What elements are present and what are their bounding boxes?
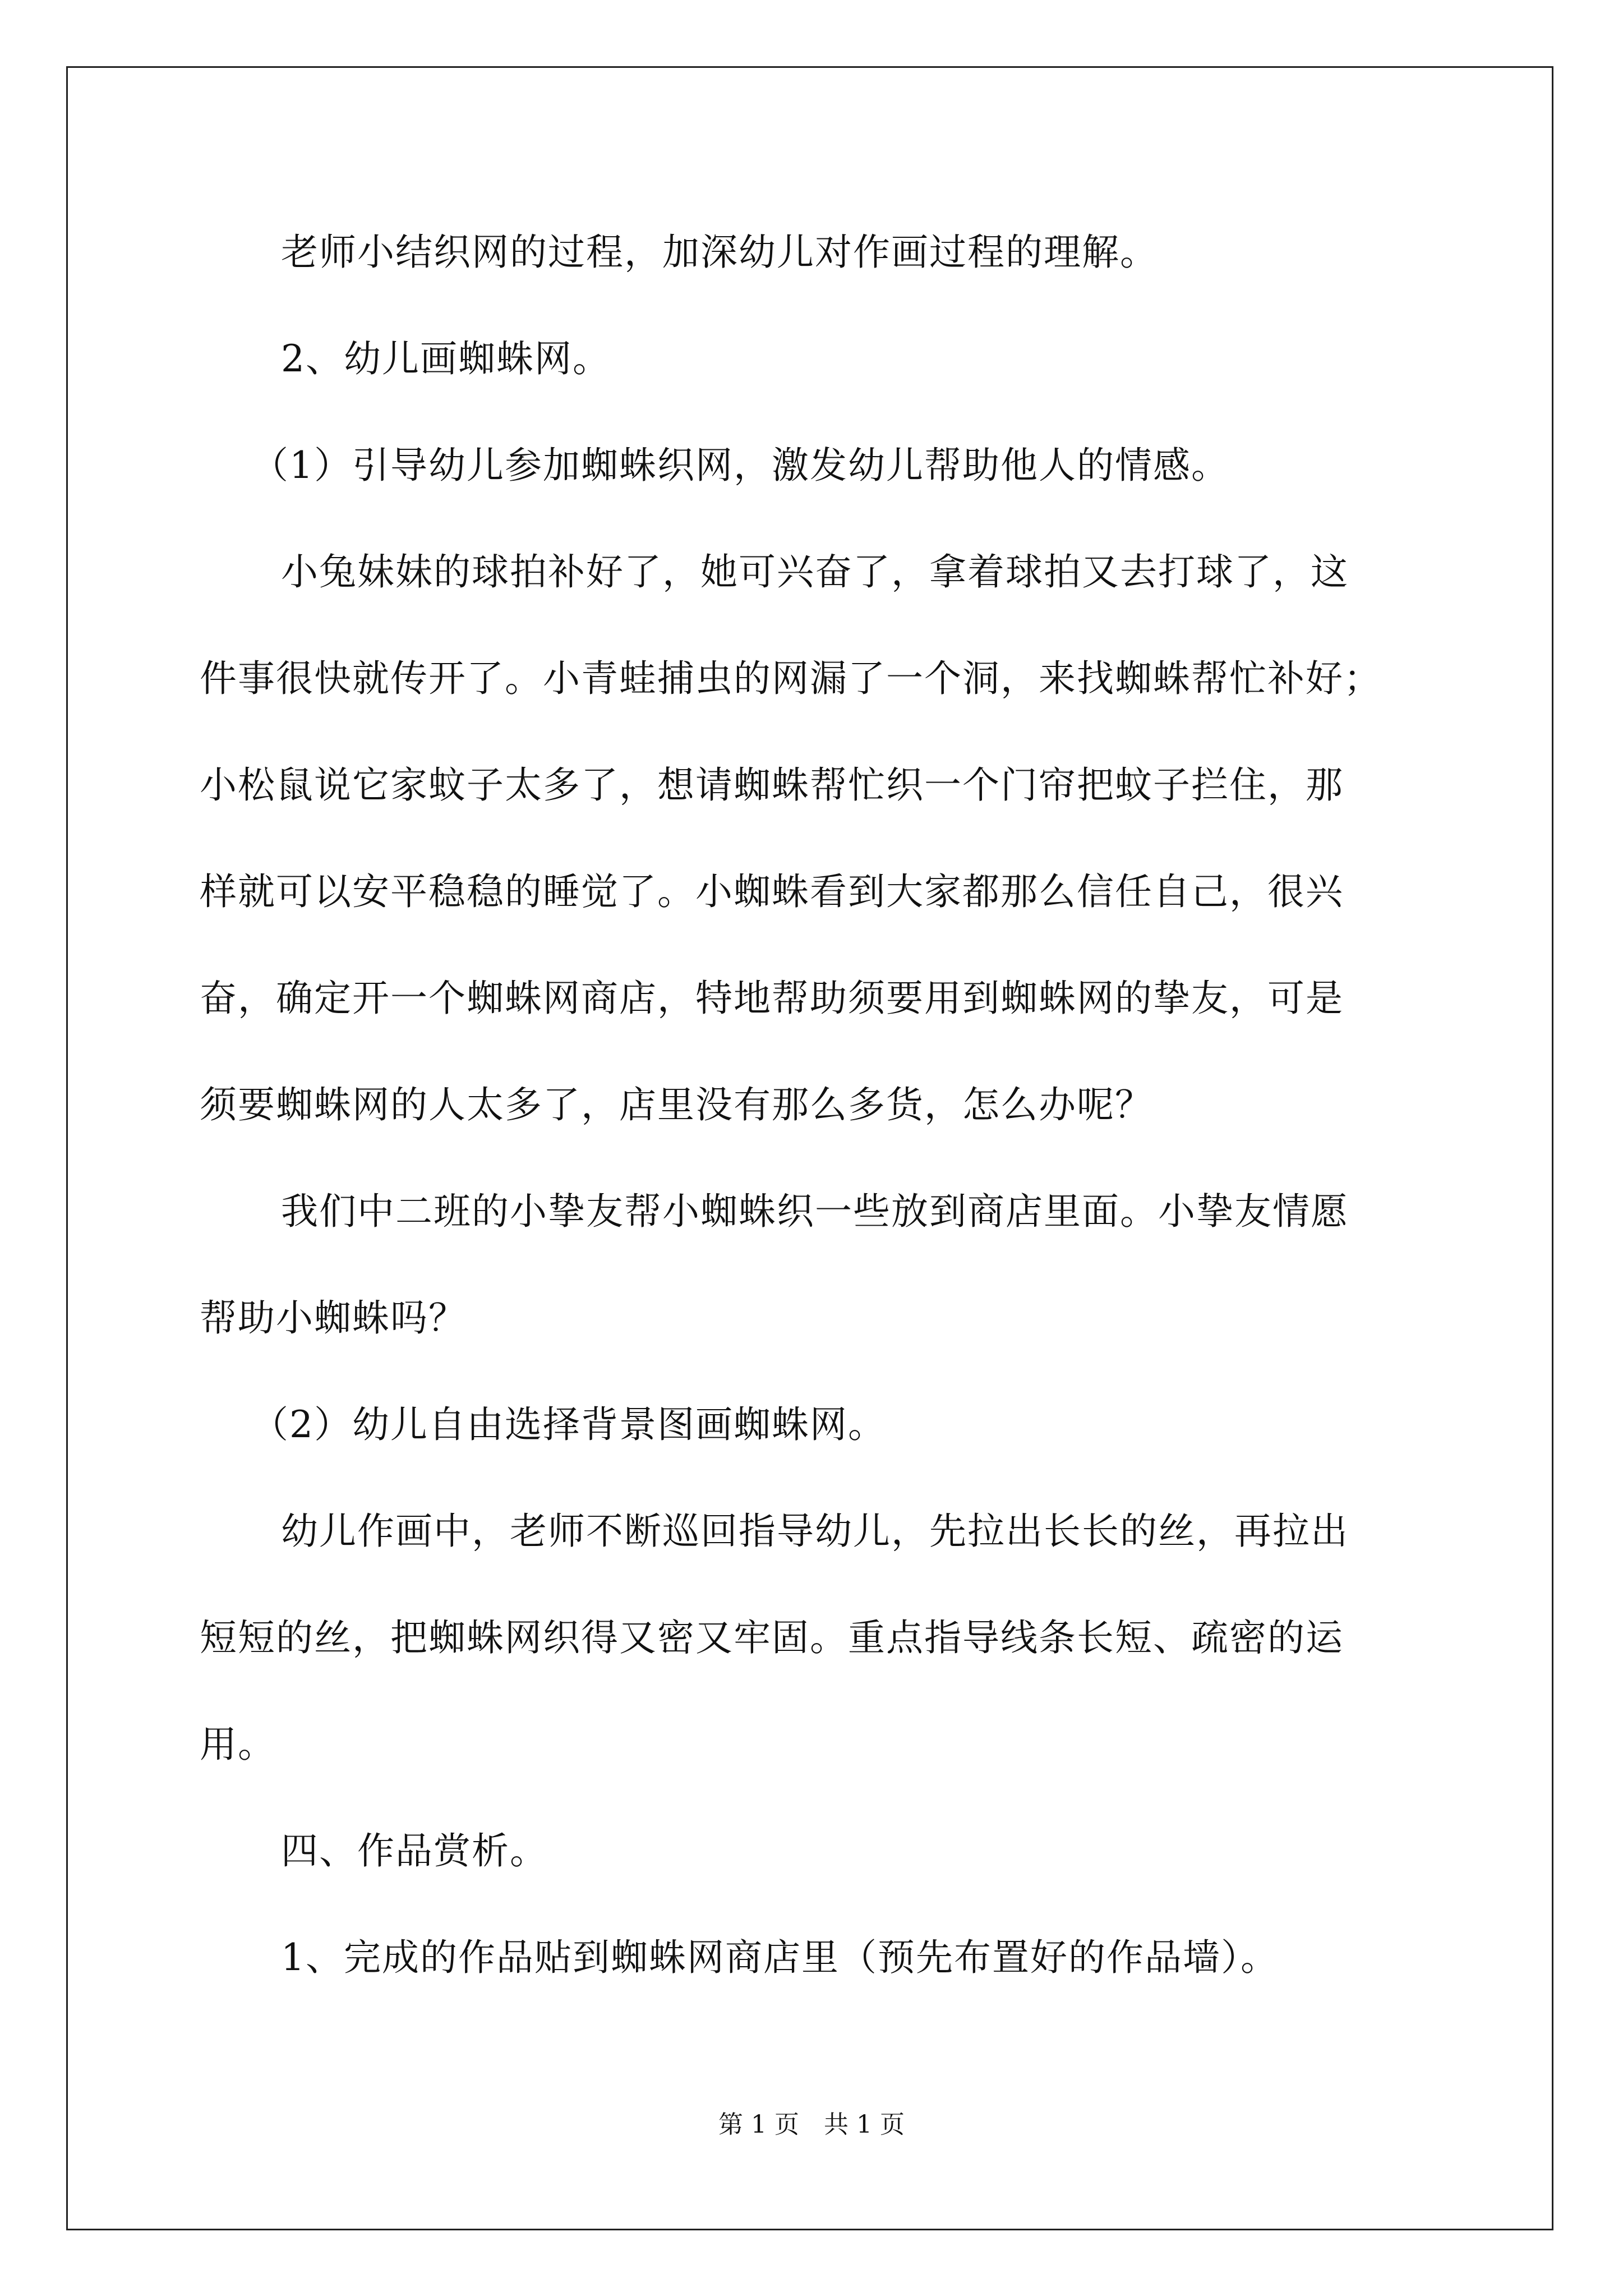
text-line: 小兔妹妹的球拍补好了，她可兴奋了，拿着球拍又去打球了，这: [281, 550, 1349, 593]
text-line: 短短的丝，把蜘蛛网织得又密又牢固。重点指导线条长短、疏密的运: [200, 1616, 1344, 1659]
text-line: 用。: [200, 1723, 276, 1766]
text-line: 奋，确定开一个蜘蛛网商店，特地帮助须要用到蜘蛛网的挚友，可是: [200, 977, 1344, 1020]
text-line: 小松鼠说它家蚊子太多了，想请蜘蛛帮忙织一个门帘把蚊子拦住，那: [200, 763, 1344, 807]
text-line: 帮助小蜘蛛吗？: [200, 1296, 467, 1340]
text-line: 我们中二班的小挚友帮小蜘蛛织一些放到商店里面。小挚友情愿: [281, 1190, 1349, 1233]
text-line: 幼儿作画中，老师不断巡回指导幼儿，先拉出长长的丝，再拉出: [281, 1510, 1349, 1553]
page-border: [66, 66, 1553, 2230]
text-line: 样就可以安平稳稳的睡觉了。小蜘蛛看到大家都那么信任自己，很兴: [200, 870, 1344, 913]
text-line: 老师小结织网的过程，加深幼儿对作画过程的理解。: [281, 231, 1158, 274]
text-line: 四、作品赏析。: [281, 1829, 548, 1872]
text-line: 2、幼儿画蜘蛛网。: [281, 337, 611, 380]
page-number: 第 1 页 共 1 页: [718, 2110, 905, 2139]
text-line: （1）引导幼儿参加蜘蛛织网，激发幼儿帮助他人的情感。: [251, 444, 1229, 487]
text-line: 1、完成的作品贴到蜘蛛网商店里（预先布置好的作品墙）。: [281, 1936, 1279, 1979]
text-line: （2）幼儿自由选择背景图画蜘蛛网。: [251, 1403, 886, 1446]
text-line: 须要蜘蛛网的人太多了，店里没有那么多货，怎么办呢？: [200, 1083, 1153, 1126]
text-line: 件事很快就传开了。小青蛙捕虫的网漏了一个洞，来找蜘蛛帮忙补好；: [200, 657, 1382, 700]
